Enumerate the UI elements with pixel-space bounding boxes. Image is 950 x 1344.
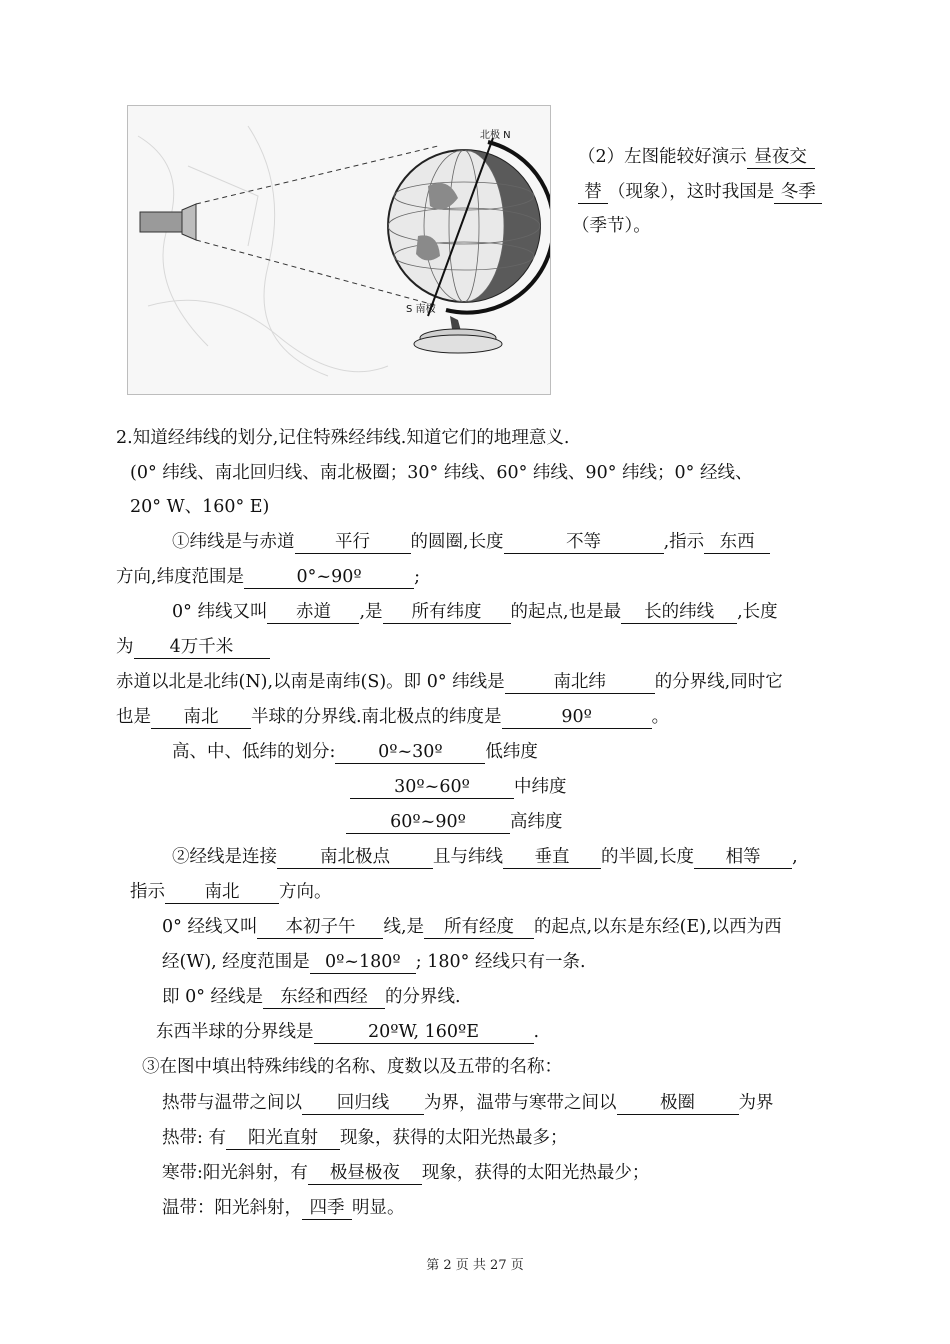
text: 方向,纬度范围是 xyxy=(116,567,245,587)
answer-blank: 30º~60º xyxy=(350,776,514,799)
latitude-p3 xyxy=(172,600,778,624)
answer-blank: 冬季 xyxy=(774,181,822,204)
meridian-p5 xyxy=(162,985,461,1009)
text: 东西半球的分界线是 xyxy=(156,1022,314,1042)
north-pole-label: 北极 N xyxy=(480,130,511,141)
answer-blank: 回归线 xyxy=(302,1092,424,1115)
text: , xyxy=(792,847,798,867)
answer-blank: 90º xyxy=(502,706,652,729)
latitude-p4 xyxy=(116,635,270,659)
answer-blank: 南北纬 xyxy=(505,671,655,694)
text: 的起点,以东是东经(E),以西为西 xyxy=(534,917,782,937)
zones-intro: ③在图中填出特殊纬线的名称、度数以及五带的名称： xyxy=(142,1057,562,1077)
text: 的分界线. xyxy=(385,987,461,1007)
answer-blank: 替 xyxy=(578,181,608,204)
answer-blank: 本初子午 xyxy=(257,916,383,939)
latitude-p2 xyxy=(116,565,420,589)
latitude-p1 xyxy=(172,530,770,554)
text: 低纬度 xyxy=(485,742,538,762)
answer-blank: 南北 xyxy=(165,881,279,904)
page-footer: 第 2 页 共 27 页 xyxy=(426,1258,524,1273)
zone-temperate xyxy=(162,1196,405,1220)
text: 的起点,也是最 xyxy=(510,602,622,622)
answer-blank: 东西 xyxy=(704,531,770,554)
meridian-p3 xyxy=(162,915,782,939)
q2-line1 xyxy=(578,145,815,169)
special-lines-2: 20° W、160° E) xyxy=(130,497,270,517)
text: 的分界线,同时它 xyxy=(654,672,783,692)
meridian-p2 xyxy=(130,880,332,904)
text: 寒带:阳光斜射，有 xyxy=(162,1163,308,1183)
answer-blank: 60º~90º xyxy=(346,811,510,834)
answer-blank: 长的纬线 xyxy=(621,601,737,624)
answer-blank: 垂直 xyxy=(503,846,601,869)
answer-blank: 南北极点 xyxy=(277,846,433,869)
answer-blank: 0º~30º xyxy=(335,741,485,764)
text: 热带与温带之间以 xyxy=(162,1093,302,1113)
answer-blank: 不等 xyxy=(504,531,664,554)
answer-blank: 阳光直射 xyxy=(226,1127,340,1150)
answer-blank: 昼夜交 xyxy=(747,146,815,169)
text: 线,是 xyxy=(383,917,425,937)
text: 现象，获得的太阳光热最少； xyxy=(421,1163,650,1183)
text: 。 xyxy=(651,707,670,727)
text: 经(W), 经度范围是 xyxy=(162,952,310,972)
answer-blank: 四季 xyxy=(302,1197,352,1220)
answer-blank: 相等 xyxy=(694,846,792,869)
latitude-p5 xyxy=(116,670,783,694)
text: 热带: 有 xyxy=(162,1128,226,1148)
section-title: 2.知道经纬线的划分,记住特殊经纬线.知道它们的地理意义. xyxy=(116,428,570,448)
text: 温带：阳光斜射， xyxy=(162,1198,302,1218)
answer-blank: 所有经度 xyxy=(424,916,534,939)
q2-line3: （季节）。 xyxy=(572,216,651,236)
answer-blank: 4万千米 xyxy=(134,636,270,659)
meridian-p6 xyxy=(156,1020,539,1044)
text: 为 xyxy=(116,637,134,657)
text: 即 0° 经线是 xyxy=(162,987,264,1007)
zone-frigid xyxy=(162,1161,649,1185)
text: ; 180° 经线只有一条. xyxy=(415,952,586,972)
globe-illumination-figure xyxy=(127,105,551,395)
text: （2）左图能较好演示 xyxy=(578,147,747,167)
answer-blank: 东经和西经 xyxy=(263,986,385,1009)
text: 为界，温带与寒带之间以 xyxy=(424,1093,617,1113)
text: 为界 xyxy=(738,1093,774,1113)
text: . xyxy=(533,1022,540,1042)
text: 赤道以北是北纬(N),以南是南纬(S)。即 0° 纬线是 xyxy=(116,672,505,692)
text: ,是 xyxy=(359,602,383,622)
text: （现象），这时我国是 xyxy=(608,182,775,202)
zone-tropical xyxy=(162,1126,567,1150)
text: 0° 纬线又叫 xyxy=(172,602,268,622)
text: 明显。 xyxy=(352,1198,405,1218)
text: 的圆圈,长度 xyxy=(410,532,504,552)
meridian-p4 xyxy=(162,950,586,974)
text: ; xyxy=(414,567,420,587)
globe-diagram xyxy=(128,106,550,394)
answer-blank: 南北 xyxy=(151,706,251,729)
text: ,指示 xyxy=(663,532,705,552)
zone-high xyxy=(346,810,563,834)
answer-blank: 极圈 xyxy=(617,1092,739,1115)
text: 高纬度 xyxy=(510,812,563,832)
answer-blank: 平行 xyxy=(295,531,411,554)
text: 现象，获得的太阳光热最多； xyxy=(339,1128,568,1148)
text: 且与纬线 xyxy=(433,847,503,867)
answer-blank: 0°~90º xyxy=(244,566,414,589)
zones-boundary xyxy=(162,1091,774,1115)
latitude-p6 xyxy=(116,705,669,729)
answer-blank: 极昼极夜 xyxy=(308,1162,422,1185)
text: ,长度 xyxy=(737,602,778,622)
text: 半球的分界线.南北极点的纬度是 xyxy=(251,707,502,727)
text: ②经线是连接 xyxy=(172,847,277,867)
special-lines-1: (0° 纬线、南北回归线、南北极圈；30° 纬线、60° 纬线、90° 纬线；0° 经线、 xyxy=(130,463,753,483)
zone-low xyxy=(172,740,538,764)
q2-line2 xyxy=(578,180,822,204)
text: ①纬线是与赤道 xyxy=(172,532,295,552)
text: 0° 经线又叫 xyxy=(162,917,258,937)
south-pole-label: S 南极 xyxy=(406,304,436,315)
answer-blank: 0º~180º xyxy=(310,951,416,974)
answer-blank: 所有纬度 xyxy=(383,601,511,624)
text: 中纬度 xyxy=(514,777,567,797)
meridian-p1 xyxy=(172,845,798,869)
text: 方向。 xyxy=(279,882,332,902)
answer-blank: 赤道 xyxy=(267,601,359,624)
text: 指示 xyxy=(130,882,165,902)
zone-mid xyxy=(350,775,567,799)
answer-blank: 20ºW, 160ºE xyxy=(314,1021,534,1044)
text: 高、中、低纬的划分: xyxy=(172,742,336,762)
text: 也是 xyxy=(116,707,151,727)
text: 的半圆,长度 xyxy=(601,847,695,867)
